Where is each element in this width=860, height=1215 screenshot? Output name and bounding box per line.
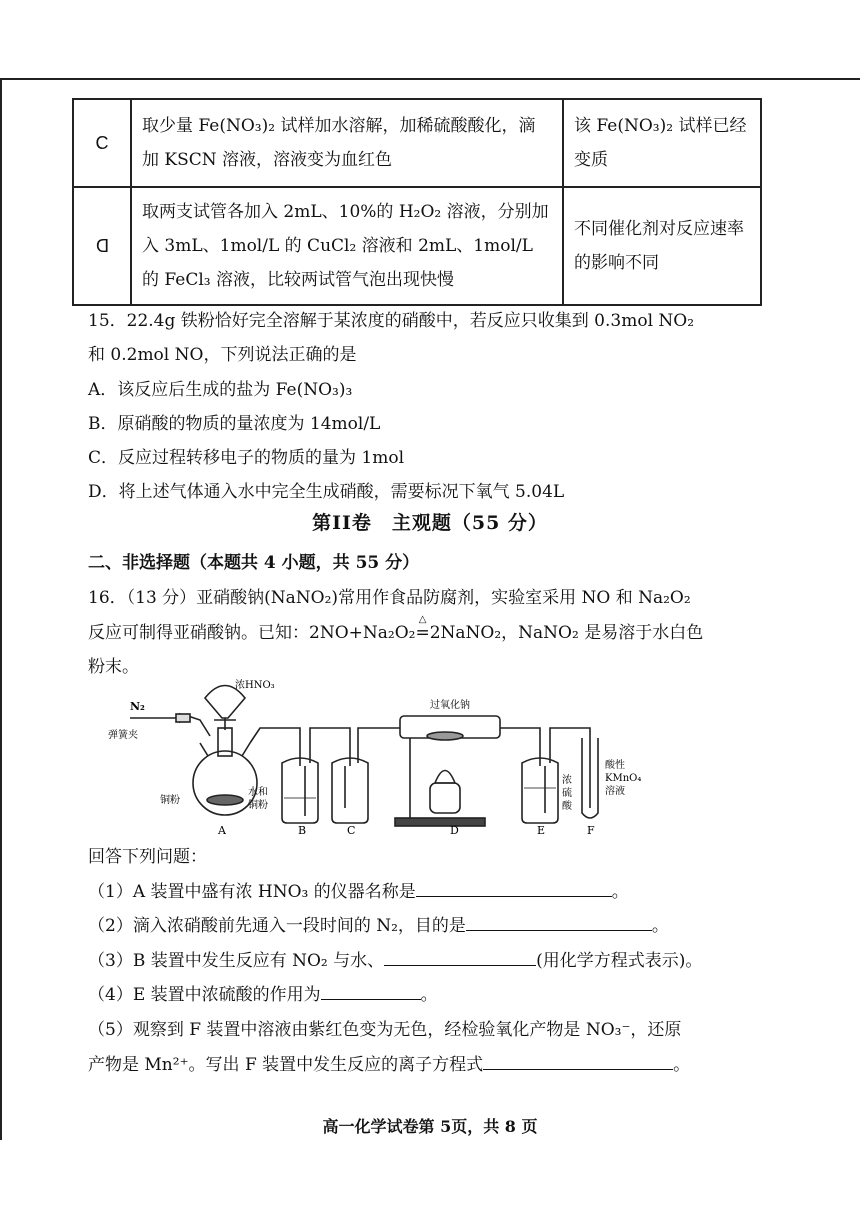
- bottle-b: [282, 758, 318, 823]
- tube-a-b: [250, 728, 300, 766]
- bottle-c: [332, 758, 368, 823]
- label-cu-powder: 铜粉: [160, 795, 180, 806]
- q4-end: 。: [420, 985, 438, 1005]
- question-5-line2: [88, 1050, 690, 1075]
- q2-end: 。: [651, 916, 669, 936]
- q16-line3: 粉末。: [88, 657, 139, 677]
- q5-text: 产物是 Mn²⁺。写出 F 装置中发生反应的离子方程式: [88, 1055, 484, 1075]
- apparatus-diagram: [100, 668, 660, 838]
- q16-line2: [88, 614, 704, 643]
- spring-clamp: [176, 714, 190, 722]
- q15-option-b: B．原硝酸的物质的量浓度为 14mol/L: [88, 414, 381, 434]
- label-clamp: 弹簧夹: [108, 730, 138, 741]
- label-d: D: [450, 824, 459, 837]
- label-kmno4-1: 酸性: [605, 760, 625, 771]
- inlet-tube: [188, 716, 210, 736]
- q3-end: (用化学方程式表示)。: [536, 951, 703, 971]
- option-letter: C: [73, 99, 131, 187]
- label-n2: N₂: [130, 700, 145, 713]
- stand-base: [395, 818, 485, 826]
- label-a: A: [218, 824, 226, 837]
- label-e: E: [537, 824, 546, 837]
- table-row: [73, 187, 761, 305]
- answer-blank-1[interactable]: [416, 880, 612, 897]
- sodium-peroxide: [427, 732, 463, 740]
- answer-intro: 回答下列问题：: [88, 847, 207, 867]
- q4-text: （4）E 装置中浓硫酸的作用为: [88, 985, 321, 1005]
- q15-option-d: D．将上述气体通入水中完全生成硝酸，需要标况下氧气 5.04L: [88, 482, 565, 502]
- answer-blank-3[interactable]: [384, 949, 536, 966]
- q5-end: 。: [673, 1055, 691, 1075]
- table-row: [73, 99, 761, 187]
- option-letter-text: D: [95, 236, 109, 256]
- q3-text: （3）B 装置中发生反应有 NO₂ 与水、: [88, 951, 385, 971]
- question-4: [88, 980, 438, 1005]
- answer-blank-2[interactable]: [466, 914, 652, 931]
- burner-flame: [435, 771, 455, 784]
- q16-line1: 16．（13 分）亚硝酸钠(NaNO₂)常用作食品防腐剂，实验室采用 NO 和 Na₂O₂: [88, 588, 691, 608]
- label-h2so4-2: 硫: [562, 788, 572, 799]
- label-c: C: [347, 824, 356, 837]
- section-title: 第II卷 主观题（55 分）: [312, 512, 548, 534]
- page-footer: 高一化学试卷第 5页，共 8 页: [322, 1117, 538, 1136]
- label-kmno4-2: KMnO₄: [605, 773, 642, 784]
- label-hno3: 浓HNO₃: [235, 680, 275, 691]
- heat-equals: [415, 614, 430, 643]
- section-subtitle: 二、非选择题（本题共 4 小题，共 55 分）: [88, 553, 420, 573]
- procedure-cell: 取少量 Fe(NO₃)₂ 试样加水溶解，加稀硫酸酸化，滴加 KSCN 溶液，溶液变为血红色: [131, 99, 563, 187]
- q1-text: （1）A 装置中盛有浓 HNO₃ 的仪器名称是: [88, 882, 416, 902]
- options-table: [72, 98, 762, 306]
- question-2: [88, 911, 669, 936]
- question-5-line1: （5）观察到 F 装置中溶液由紫红色变为无色，经检验氧化产物是 NO₃⁻，还原: [88, 1020, 682, 1040]
- q15-option-c: C．反应过程转移电子的物质的量为 1mol: [88, 448, 405, 468]
- q15-option-a: A．该反应后生成的盐为 Fe(NO₃)₃: [88, 380, 353, 400]
- question-1: [88, 877, 629, 902]
- option-letter: [73, 187, 131, 305]
- procedure-cell: 取两支试管各加入 2mL、10%的 H₂O₂ 溶液，分别加入 3mL、1mol/L 的 CuCl₂ 溶液和 2mL、1mol/L 的 FeCl₃ 溶液，比较两试管气泡出现快慢: [131, 187, 563, 305]
- alcohol-lamp: [430, 783, 460, 813]
- flask-a-necks: [200, 743, 250, 756]
- label-h2so4-3: 酸: [562, 801, 572, 812]
- label-h2so4-1: 浓: [562, 775, 572, 786]
- answer-blank-5[interactable]: [483, 1053, 673, 1070]
- label-peroxide: 过氧化钠: [430, 700, 470, 711]
- conclusion-cell: 该 Fe(NO₃)₂ 试样已经变质: [563, 99, 761, 187]
- q15-stem-line2: 和 0.2mol NO，下列说法正确的是: [88, 345, 357, 365]
- q2-text: （2）滴入浓硝酸前先通入一段时间的 N₂，目的是: [88, 916, 466, 936]
- q16-line2-pre: 反应可制得亚硝酸钠。已知：2NO+Na₂O₂: [88, 623, 416, 643]
- q15-stem-line1: 15．22.4g 铁粉恰好完全溶解于某浓度的硝酸中，若反应只收集到 0.3mol NO₂: [88, 311, 695, 331]
- label-kmno4-3: 溶液: [605, 786, 625, 797]
- answer-blank-4[interactable]: [321, 983, 421, 1000]
- conclusion-cell: 不同催化剂对反应速率的影响不同: [563, 187, 761, 305]
- copper-powder: [207, 795, 243, 805]
- q16-line2-post: 2NaNO₂，NaNO₂ 是易溶于水白色: [429, 623, 704, 643]
- heat-symbol: △: [418, 614, 427, 625]
- tube-d-e: [500, 728, 540, 766]
- label-water-cu-1: 水和: [248, 787, 268, 798]
- equals-sign: =: [415, 623, 430, 643]
- tube-b-c: [310, 728, 350, 766]
- label-water-cu-2: 铜粉: [248, 800, 268, 811]
- question-3: [88, 946, 702, 971]
- label-f: F: [587, 824, 595, 837]
- label-b: B: [298, 824, 307, 837]
- bottle-e: [522, 758, 558, 823]
- tube-c-d: [358, 728, 400, 763]
- q1-end: 。: [611, 882, 629, 902]
